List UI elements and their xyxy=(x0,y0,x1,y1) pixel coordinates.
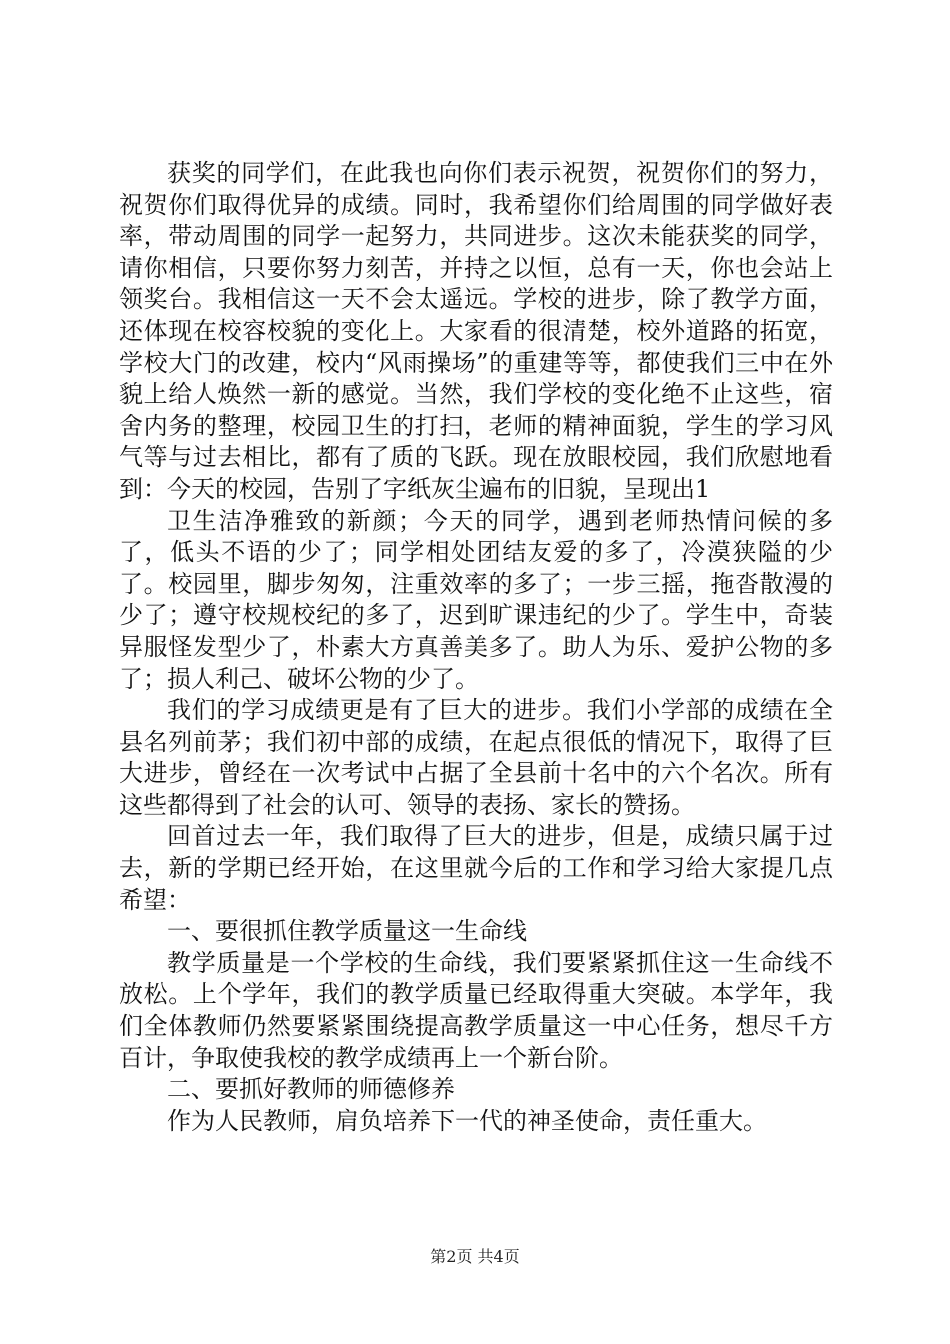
document-body xyxy=(119,158,833,1137)
paragraph-teaching-quality: 教学质量是一个学校的生命线，我们要紧紧抓住这一生命线不放松。上个学年，我们的教学质量已经取得重大突破。本学年，我们全体教师仍然要紧紧围绕提高教学质量这一中心任务，想尽千方百计，争取使我校的教学成绩再上一个新台阶。 xyxy=(119,948,833,1072)
section-heading-teaching-quality: 一、要很抓住教学质量这一生命线 xyxy=(167,917,527,946)
paragraph-awards: 获奖的同学们，在此我也向你们表示祝贺，祝贺你们的努力，祝贺你们取得优异的成绩。同时，我希望你们给周围的同学做好表率，带动周围的同学一起努力，共同进步。这次未能获奖的同学，请你相信，只要你努力刻苦，并持之以恒，总有一天，你也会站上领奖台。我相信这一天不会太遥远。学校的进步，除了教学方面，还体现在校容校貌的变化上。大家看的很清楚，校外道路的拓宽，学校大门的改建，校内“风雨操场”的重建等等，都使我们三中在外貌上给人焕然一新的感觉。当然，我们学校的变化绝不止这些，宿舍内务的整理，校园卫生的打扫，老师的精神面貌，学生的学习风气等与过去相比，都有了质的飞跃。现在放眼校园，我们欣慰地看到：今天的校园，告别了字纸灰尘遍布的旧貌，呈现出1 xyxy=(119,159,833,503)
paragraph-campus-changes: 卫生洁净雅致的新颜；今天的同学，遇到老师热情问候的多了，低头不语的少了；同学相处团结友爱的多了，冷漠狭隘的少了。校园里，脚步匆匆，注重效率的多了；一步三摇，拖沓散漫的少了；遵守校规校纪的多了，迟到旷课违纪的少了。学生中，奇装异服怪发型少了，朴素大方真善美多了。助人为乐、爱护公物的多了；损人利己、破坏公物的少了。 xyxy=(119,506,833,693)
page-number-footer: 第2页 共4页 xyxy=(430,1247,520,1266)
paragraph-academic-progress: 我们的学习成绩更是有了巨大的进步。我们小学部的成绩在全县名列前茅；我们初中部的成绩，在起点很低的情况下，取得了巨大进步，曾经在一次考试中占据了全县前十名中的六个名次。所有这些都得到了社会的认可、领导的表扬、家长的赞扬。 xyxy=(119,696,833,819)
paragraph-teacher-ethics: 作为人民教师，肩负培养下一代的神圣使命，责任重大。 xyxy=(167,1106,767,1135)
paragraph-looking-back: 回首过去一年，我们取得了巨大的进步，但是，成绩只属于过去，新的学期已经开始，在这里就今后的工作和学习给大家提几点希望： xyxy=(119,822,833,914)
section-heading-teacher-ethics: 二、要抓好教师的师德修养 xyxy=(167,1075,455,1104)
